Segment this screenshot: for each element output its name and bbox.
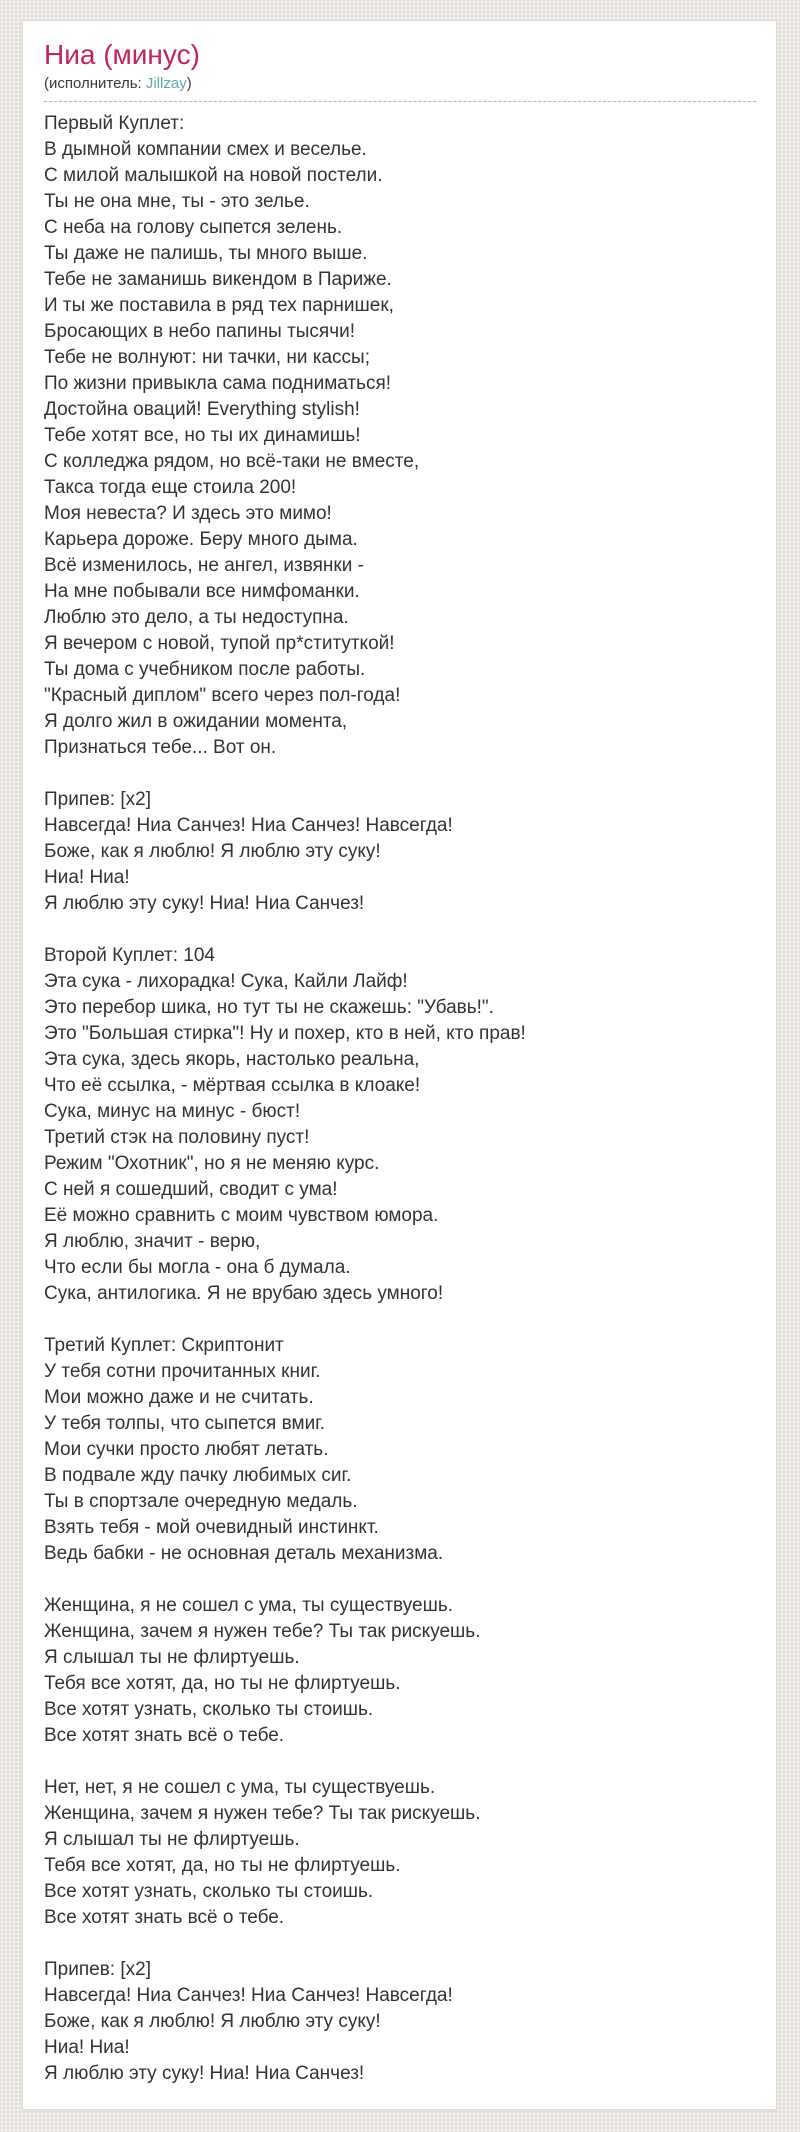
lyrics-line: Я слышал ты не флиртуешь.	[44, 1647, 300, 1668]
lyrics-line: Ведь бабки - не основная деталь механизма.	[44, 1543, 444, 1564]
lyrics-line: Тебе хотят все, но ты их динамишь!	[44, 425, 361, 446]
lyrics-line: Первый Куплет:	[44, 113, 185, 134]
lyrics-line: Что её ссылка, - мёртвая ссылка в клоаке!	[44, 1075, 421, 1096]
lyrics-line: Тебя все хотят, да, но ты не флиртуешь.	[44, 1673, 401, 1694]
lyrics-line: Сука, антилогика. Я не врубаю здесь умного!	[44, 1283, 444, 1304]
lyrics-line: Достойна оваций! Everything stylish!	[44, 399, 360, 420]
lyrics-line: Люблю это дело, а ты недоступна.	[44, 607, 349, 628]
lyrics-line: Мои сучки просто любят летать.	[44, 1439, 329, 1460]
lyrics-stanza	[44, 1957, 756, 2087]
lyrics-line: Женщина, зачем я нужен тебе? Ты так рискуешь.	[44, 1621, 481, 1642]
artist-label-suffix: )	[186, 75, 192, 92]
lyrics-line: Ты не она мне, ты - это зелье.	[44, 191, 310, 212]
lyrics-line: Все хотят знать всё о тебе.	[44, 1725, 285, 1746]
lyrics-line: Я люблю эту суку! Ниа! Ниа Санчез!	[44, 2063, 365, 2084]
lyrics-line: Бросающих в небо папины тысячи!	[44, 321, 356, 342]
lyrics-line: И ты же поставила в ряд тех парнишек,	[44, 295, 394, 316]
lyrics-line: Мои можно даже и не считать.	[44, 1387, 314, 1408]
lyrics-line: Её можно сравнить с моим чувством юмора.	[44, 1205, 439, 1226]
lyrics-line: С ней я сошедший, сводит с ума!	[44, 1179, 338, 1200]
lyrics-line: Тебе не волнуют: ни тачки, ни кассы;	[44, 347, 370, 368]
lyrics-line: Такса тогда еще стоила 200!	[44, 477, 297, 498]
lyrics-line: Нет, нет, я не сошел с ума, ты существуешь.	[44, 1777, 436, 1798]
lyrics-line: Навсегда! Ниа Санчез! Ниа Санчез! Навсегда!	[44, 815, 453, 836]
lyrics-line: Ниа! Ниа!	[44, 867, 130, 888]
lyrics-line: С неба на голову сыпется зелень.	[44, 217, 343, 238]
lyrics-line: С милой малышкой на новой постели.	[44, 165, 383, 186]
lyrics-line: На мне побывали все нимфоманки.	[44, 581, 360, 602]
lyrics-line: Что если бы могла - она б думала.	[44, 1257, 351, 1278]
lyrics-line: Женщина, я не сошел с ума, ты существуешь.	[44, 1595, 453, 1616]
lyrics-line: Женщина, зачем я нужен тебе? Ты так рискуешь.	[44, 1803, 481, 1824]
lyrics-line: Ты в спортзале очередную медаль.	[44, 1491, 358, 1512]
lyrics-line: Моя невеста? И здесь это мимо!	[44, 503, 332, 524]
lyrics-stanza	[44, 1593, 756, 1749]
lyrics-line: Я вечером с новой, тупой пр*ституткой!	[44, 633, 395, 654]
lyrics-line: Боже, как я люблю! Я люблю эту суку!	[44, 841, 381, 862]
lyrics-line: Я люблю эту суку! Ниа! Ниа Санчез!	[44, 893, 365, 914]
lyrics-stanza	[44, 111, 756, 761]
lyrics-line: Я люблю, значит - верю,	[44, 1231, 261, 1252]
lyrics-line: Ты даже не палишь, ты много выше.	[44, 243, 368, 264]
lyrics-line: В дымной компании смех и веселье.	[44, 139, 367, 160]
lyrics-line: Тебя все хотят, да, но ты не флиртуешь.	[44, 1855, 401, 1876]
lyrics-stanza	[44, 1333, 756, 1567]
lyrics-line: Карьера дороже. Беру много дыма.	[44, 529, 358, 550]
lyrics-line: Второй Куплет: 104	[44, 945, 215, 966]
lyrics-line: Боже, как я люблю! Я люблю эту суку!	[44, 2011, 381, 2032]
lyrics-card	[22, 20, 777, 2110]
lyrics-line: Третий Куплет: Скриптонит	[44, 1335, 284, 1356]
lyrics-line: Сука, минус на минус - бюст!	[44, 1101, 301, 1122]
lyrics-stanza	[44, 943, 756, 1307]
lyrics-line: Все хотят знать всё о тебе.	[44, 1907, 285, 1928]
lyrics-line: В подвале жду пачку любимых сиг.	[44, 1465, 352, 1486]
lyrics-line: Третий стэк на половину пуст!	[44, 1127, 310, 1148]
lyrics-line: Эта сука - лихорадка! Сука, Кайли Лайф!	[44, 971, 408, 992]
lyrics-line: По жизни привыкла сама подниматься!	[44, 373, 392, 394]
lyrics-line: Режим "Охотник", но я не меняю курс.	[44, 1153, 380, 1174]
lyrics-line: Эта сука, здесь якорь, настолько реальна,	[44, 1049, 420, 1070]
lyrics-line: Ниа! Ниа!	[44, 2037, 130, 2058]
lyrics-line: У тебя толпы, что сыпется вмиг.	[44, 1413, 326, 1434]
artist-link[interactable]: Jillzay	[145, 75, 187, 92]
artist-label: (исполнитель:	[44, 75, 146, 92]
lyrics-stanza	[44, 787, 756, 917]
lyrics-line: Ты дома с учебником после работы.	[44, 659, 366, 680]
lyrics-line: С колледжа рядом, но всё-таки не вместе,	[44, 451, 420, 472]
lyrics-line: Взять тебя - мой очевидный инстинкт.	[44, 1517, 379, 1538]
lyrics-line: Это перебор шика, но тут ты не скажешь: "Убавь!".	[44, 997, 494, 1018]
lyrics-line: Признаться тебе... Вот он.	[44, 737, 277, 758]
lyrics-line: Припев: [x2]	[44, 789, 151, 810]
lyrics-line: Тебе не заманишь викендом в Париже.	[44, 269, 392, 290]
lyrics-line: "Красный диплом" всего через пол-года!	[44, 685, 401, 706]
lyrics-line: Все хотят узнать, сколько ты стоишь.	[44, 1699, 374, 1720]
lyrics-line: У тебя сотни прочитанных книг.	[44, 1361, 321, 1382]
lyrics-line: Припев: [x2]	[44, 1959, 151, 1980]
song-title: Ниа (минус)	[44, 39, 200, 70]
lyrics-line: Всё изменилось, не ангел, извянки -	[44, 555, 364, 576]
lyrics-line: Все хотят узнать, сколько ты стоишь.	[44, 1881, 374, 1902]
lyrics-line: Это "Большая стирка"! Ну и похер, кто в ней, кто прав!	[44, 1023, 526, 1044]
lyrics-text	[44, 111, 756, 2087]
lyrics-stanza	[44, 1775, 756, 1931]
lyrics-line: Навсегда! Ниа Санчез! Ниа Санчез! Навсегда!	[44, 1985, 453, 2006]
lyrics-line: Я слышал ты не флиртуешь.	[44, 1829, 300, 1850]
lyrics-line: Я долго жил в ожидании момента,	[44, 711, 348, 732]
artist-line	[44, 74, 756, 102]
